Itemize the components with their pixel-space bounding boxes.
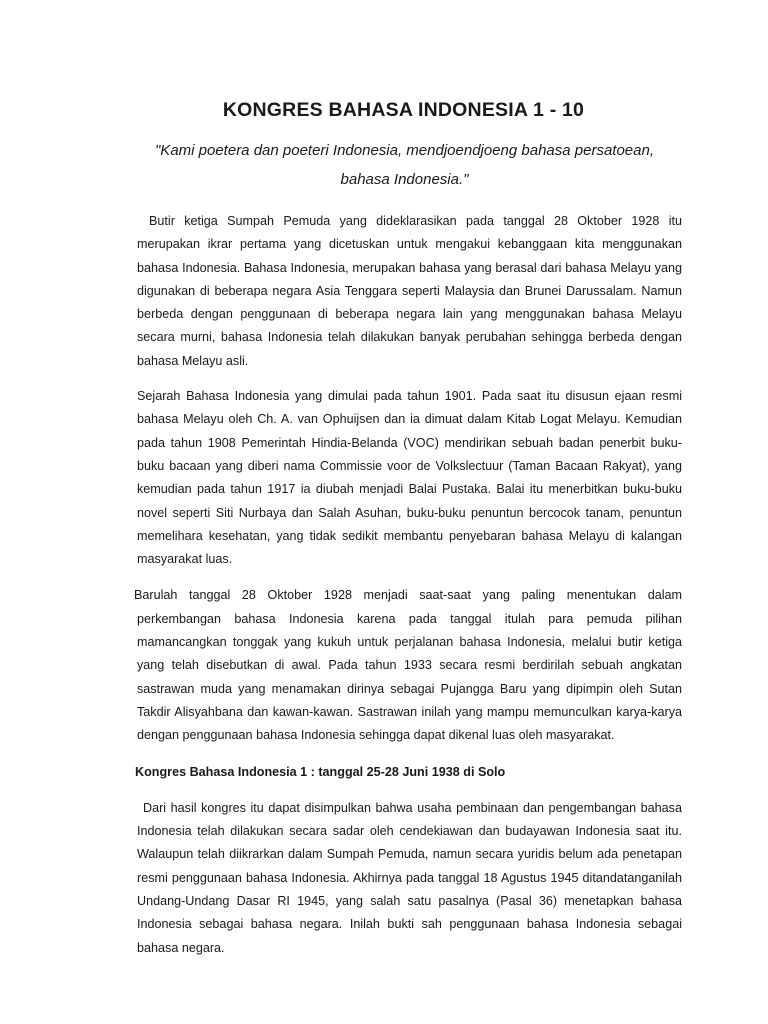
paragraph-sumpah-pemuda: Butir ketiga Sumpah Pemuda yang dideklarasikan pada tanggal 28 Oktober 1928 itu merupakan ikrar pertama yang dicetuskan untuk mengakui kebanggaan kita menggunakan bahasa Indonesia. Bahasa Indonesia, merupakan bahasa yang berasal dari bahasa Melayu yang digunakan di beberapa negara Asia Tenggara seperti Malaysia dan Brunei Darussalam. Namun berbeda dengan penggunaan di beberapa negara lain yang menggunakan bahasa Melayu secara murni, bahasa Indonesia telah dilakukan banyak perubahan sehingga berbeda dengan bahasa Melayu asli. xyxy=(137,214,682,368)
document-title: KONGRES BAHASA INDONESIA 1 - 10 xyxy=(222,99,585,121)
opening-quote: "Kami poetera dan poeteri Indonesia, mendjoendjoeng bahasa persatoean, bahasa Indonesia." xyxy=(154,142,655,188)
paragraph-kongres-1: Dari hasil kongres itu dapat disimpulkan bahwa usaha pembinaan dan pengembangan bahasa Indonesia telah dilakukan secara sadar oleh cendekiawan dan budayawan Indonesia saat itu. Walaupun telah diikrarkan dalam Sumpah Pemuda, namun secara yuridis belum ada penetapan resmi penggunaan bahasa Indonesia. Akhirnya pada tanggal 18 Agustus 1945 ditandatanganilah Undang-Undang Dasar RI 1945, yang salah satu pasalnya (Pasal 36) menetapkan bahasa Indonesia sebagai bahasa negara. Inilah bukti sah penggunaan bahasa Indonesia sebagai bahasa negara. xyxy=(137,800,682,955)
section-heading-kongres-1: Kongres Bahasa Indonesia 1 : tanggal 25-28 Juni 1938 di Solo xyxy=(135,764,506,779)
paragraph-pujangga-baru: Barulah tanggal 28 Oktober 1928 menjadi saat-saat yang paling menentukan dalam perkembangan bahasa Indonesia karena pada tanggal itulah para pemuda pilihan mamancangkan tonggak yang kukuh untuk perjalanan bahasa Indonesia, melalui butir ketiga yang telah disebutkan di awal. Pada tahun 1933 secara resmi berdirilah sebuah angkatan sastrawan muda yang menamakan dirinya sebagai Pujangga Baru yang dipimpin oleh Sutan Takdir Alisyahbana dan kawan-kawan. Sastrawan inilah yang mampu memunculkan karya-karya dengan penggunaan bahasa Indonesia sehingga dapat dikenal luas oleh masyarakat. xyxy=(134,588,682,743)
paragraph-sejarah: Sejarah Bahasa Indonesia yang dimulai pada tahun 1901. Pada saat itu disusun ejaan resmi bahasa Melayu oleh Ch. A. van Ophuijsen dan ia dimuat dalam Kitab Logat Melayu. Kemudian pada tahun 1908 Pemerintah Hindia-Belanda (VOC) mendirikan sebuah badan penerbit buku-buku bacaan yang diberi nama Commissie voor de Volkslectuur (Taman Bacaan Rakyat), yang kemudian pada tahun 1917 ia diubah menjadi Balai Pustaka. Balai itu menerbitkan buku-buku novel seperti Siti Nurbaya dan Salah Asuhan, buku-buku penuntun bercocok tanam, penuntun memelihara kesehatan, yang tidak sedikit membantu penyebaran bahasa Melayu di kalangan masyarakat luas. xyxy=(137,389,682,567)
